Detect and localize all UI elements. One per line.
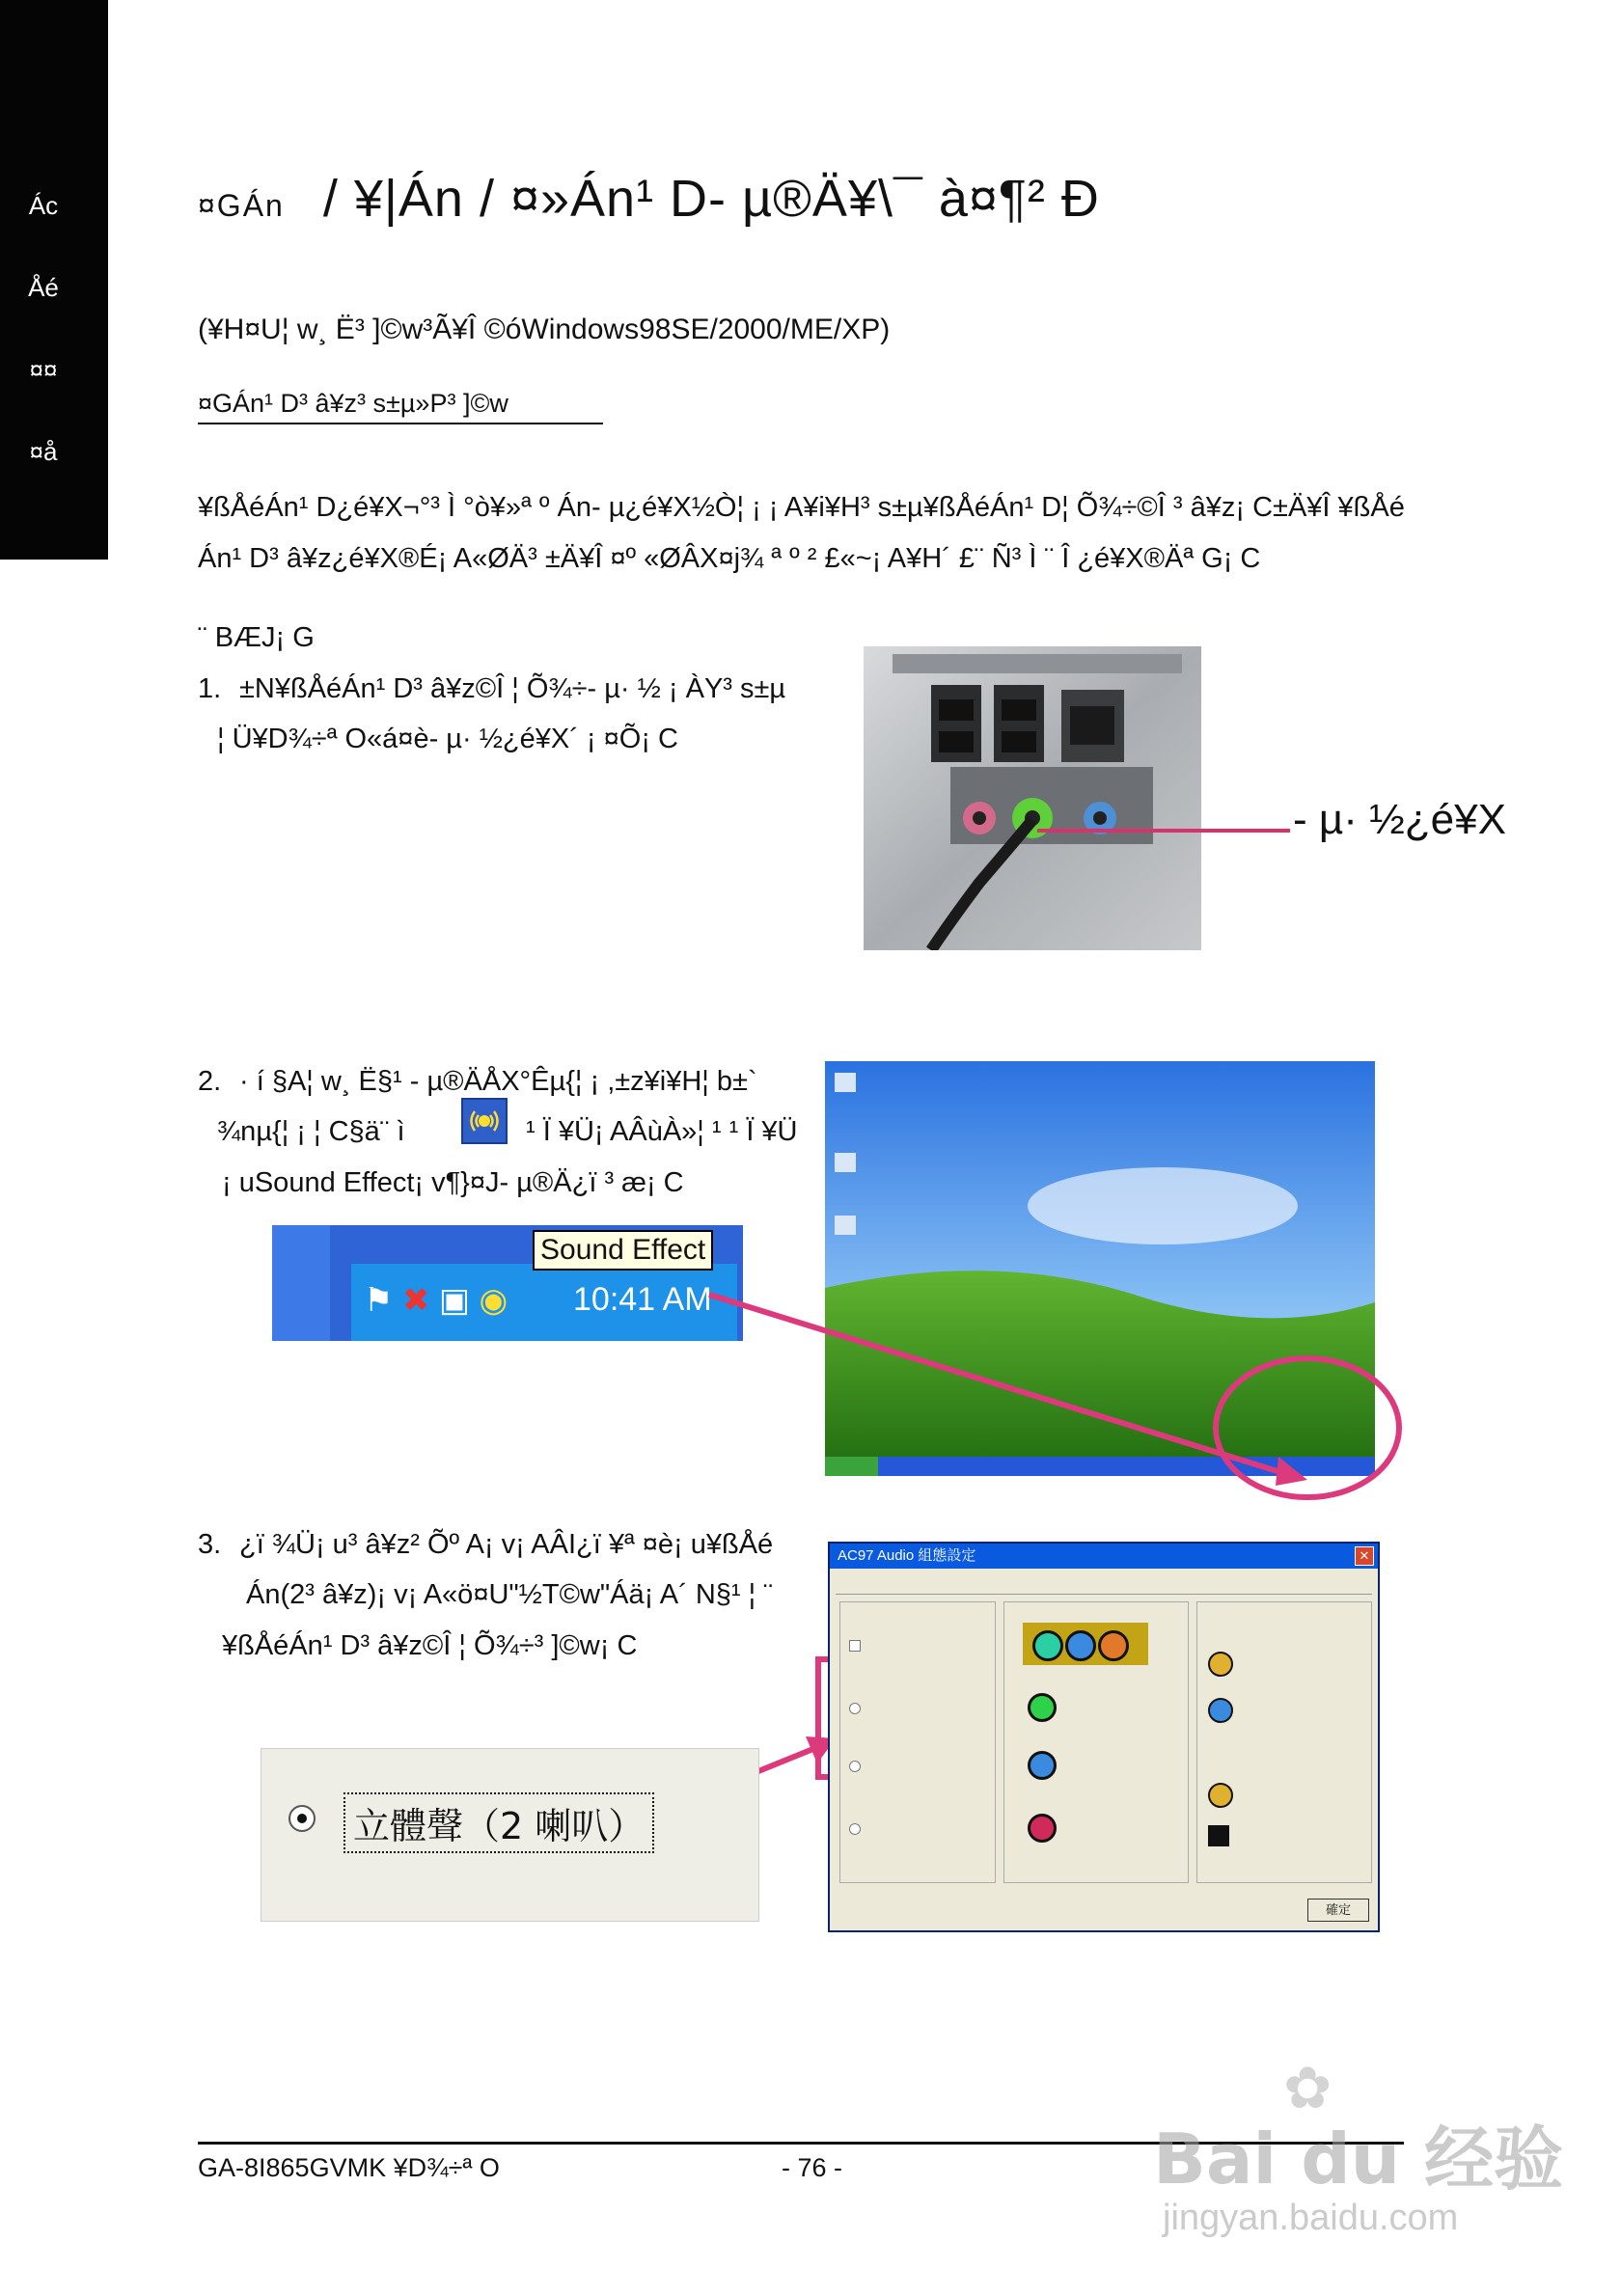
sidebar-item: ¤¤ [29, 355, 58, 384]
watermark-url: jingyan.baidu.com [1163, 2198, 1459, 2238]
stereo-radio[interactable] [288, 1805, 316, 1832]
os-note: (¥H¤U¦ w¸ Ë³ ]©w³Ã¥Î ©óWindows98SE/2000/ME/XP) [198, 314, 891, 345]
sidebar-item: Ác [28, 191, 59, 220]
step1-line-1: ±N¥ßÅéÁn¹ D³ â¥z©Î ¦ Õ¾÷- µ· ½ ¡ ÀY³ s±µ [239, 673, 786, 704]
dialog-title: AC97 Audio 組態設定 [838, 1547, 976, 1564]
section-heading: ¤GÁn¹ D³ â¥z³ s±µ»P³ ]©w [198, 389, 603, 424]
dialog-ok-button[interactable]: 確定 [1307, 1899, 1369, 1922]
step3-line-3: ¥ßÅéÁn¹ D³ â¥z©Î ¦ Õ¾÷³ ]©w¡ C [222, 1630, 638, 1661]
step1-number: 1. [198, 673, 222, 704]
sidebar-item: ¤å [29, 437, 58, 466]
paw-icon: ✿ [1283, 2056, 1333, 2120]
step3-line-1: ¿ï ¾Ü¡ u³ â¥z² Õº A¡ v¡ AÂI¿ï ¥ª ¤è¡ u¥ßÅé [239, 1529, 774, 1560]
page-title-main: / ¥|Án / ¤»Án¹ D- µ®Ä¥\¯ à¤¶² Ð [322, 170, 1100, 228]
stereo-option-label[interactable]: 立體聲（2 喇叭） [343, 1792, 654, 1853]
security-alert-icon[interactable]: ✖ [401, 1282, 430, 1319]
steps-label: ¨ BÆJ¡ G [198, 622, 315, 653]
step2-line-2a: ¾nµ{¦ ¡ ¦ C§ä¨ ì [217, 1116, 405, 1147]
audio-config-dialog [828, 1542, 1380, 1932]
step2-line-3: ¡ uSound Effect¡ v¶}¤J- µ®Ä¿ï ³ æ¡ C [222, 1167, 684, 1198]
step2-number: 2. [198, 1066, 222, 1097]
step2-line-1: · í §A¦ w¸ Ë§¹ - µ®ÄÅX°Êµ{¦ ¡ ,±z¥i¥H¦ b±` [239, 1066, 757, 1097]
intro-line-2: Án¹ D³ â¥z¿é¥X®É¡ A«ØÄ³ ±Ä¥Î ¤º «ØÂX¤j¾ ª º ² £«~¡ A¥H´ £¨ Ñ³ Ì ¨ Î ¿é¥X®Äª G¡ C [198, 543, 1261, 574]
footer-page-number: - 76 - [782, 2153, 843, 2182]
step3-number: 3. [198, 1529, 222, 1560]
tray-clock: 10:41 AM [573, 1281, 712, 1318]
network-icon[interactable]: ⚑ [364, 1282, 394, 1319]
page-title-prefix: ¤GÁn [198, 188, 285, 223]
dialog-title-bar [830, 1544, 1378, 1569]
intro-line-1: ¥ßÅéÁn¹ D¿é¥X¬°³ Ì °ò¥»ª º Án- µ¿é¥X½Ò¦ ¡ ¡ A¥i¥H³ s±µ¥ßÅéÁn¹ D¦ Õ¾÷©Î ³ â¥z¡ C±Ä¥Î ¥ßÅé [198, 492, 1405, 523]
sound-tray-icon[interactable]: ◉ [479, 1282, 508, 1319]
dialog-close-icon[interactable]: ✕ [1355, 1546, 1374, 1566]
sound-effect-tooltip: Sound Effect [533, 1230, 713, 1271]
watermark-logo: Bai du 经验 [1153, 2118, 1564, 2200]
display-icon[interactable]: ▣ [438, 1282, 471, 1319]
footer-model: GA-8I865GVMK ¥D¾÷ª O [198, 2153, 500, 2182]
step1-line-2: ¦ Ü¥D¾÷ª O«á¤è- µ· ½¿é¥X´ ¡ ¤Õ¡ C [217, 724, 678, 754]
step3-line-2: Án(2³ â¥z)¡ v¡ A«ö¤U"½T©w"Áä¡ A´ N§¹ ¦ ¨ [246, 1579, 773, 1610]
line-out-callout: - µ· ½¿é¥X [1293, 796, 1506, 843]
step2-line-2b: ¹ Ï ¥Ü¡ AÂùÀ»¦ ¹ ¹ Ï ¥Ü [526, 1116, 798, 1147]
sidebar-item: Åé [28, 273, 59, 302]
speaker-option-zoom [261, 1748, 759, 1922]
